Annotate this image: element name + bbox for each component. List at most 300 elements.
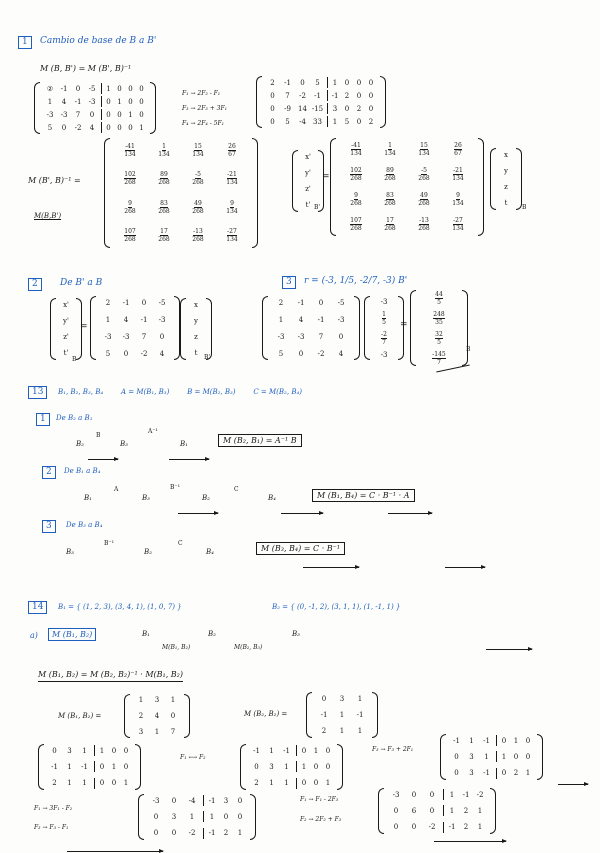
- matrix-cell: -3: [277, 332, 285, 341]
- matrix-cell: 1: [209, 812, 215, 821]
- matrix-cell: $\frac{9}{268}$: [124, 199, 136, 215]
- matrix-cell: -2: [428, 823, 436, 832]
- matrix-cell: t: [504, 199, 508, 207]
- arrow-label: A: [114, 486, 119, 493]
- sub: B': [314, 204, 321, 211]
- op: F₃ → F₃ + 2F₁: [372, 746, 414, 753]
- sec1-title: Cambio de base de B a B': [40, 36, 157, 46]
- base: B₃: [142, 494, 150, 502]
- matrix-cell: 0: [128, 97, 133, 106]
- sub: B: [522, 204, 527, 211]
- matrix-cell: 3: [67, 746, 72, 755]
- result-box-2: M (B₁, B₄) = C · B⁻¹ · A: [312, 489, 415, 502]
- matrix-cell: 0: [99, 779, 105, 788]
- matrix-cell: 1: [313, 746, 319, 755]
- matrix-cell: 0: [141, 298, 147, 307]
- augment-separator: [296, 778, 297, 789]
- matrix-cell: $\frac{83}{268}$: [158, 199, 170, 215]
- vec-primed: [292, 150, 324, 212]
- matrix-cell: 0: [123, 349, 129, 358]
- matrix-cell: -1: [314, 91, 321, 100]
- matrix-cell: $\frac{-5}{268}$: [418, 166, 430, 182]
- matrix-cell: -3: [122, 332, 130, 341]
- op: F₁ → 2F₂ - F₁: [182, 90, 221, 97]
- matrix-cell: 1: [154, 727, 160, 736]
- matrix-cell: -5: [158, 298, 166, 307]
- matrix-cell: 1: [47, 97, 53, 106]
- matrix-cell: -1: [453, 736, 460, 745]
- matrix-cell: 0: [171, 829, 177, 838]
- matrix-cell: 5: [285, 117, 290, 126]
- vec-xyzt: [490, 148, 522, 210]
- matrix-cell: $\frac{-41}{134}$: [124, 142, 136, 158]
- matrix-cell: 0: [393, 806, 399, 815]
- matrix-cell: 1: [82, 779, 87, 788]
- matrix-cell: 1: [139, 123, 144, 132]
- matrix-cell: 1: [117, 97, 122, 106]
- matrix-cell: 1: [67, 779, 72, 788]
- matrix-cell: 1: [278, 315, 284, 324]
- matrix-cell: -3: [392, 790, 400, 799]
- sec3-result: [410, 290, 471, 366]
- matrix-cell: 1: [484, 752, 489, 761]
- matrix-cell: x': [63, 301, 69, 309]
- matrix-cell: 1: [269, 779, 274, 788]
- matrix-cell: 4: [298, 315, 304, 324]
- matrix-cell: 1: [111, 762, 117, 771]
- matrix-cell: y': [305, 169, 311, 177]
- base: B₂: [208, 630, 216, 638]
- sec3-title: r = (-3, 1/5, -2/7, -3) B': [304, 276, 408, 286]
- base: B₂: [76, 440, 84, 448]
- matrix-cell: -4: [299, 117, 306, 126]
- matrix-cell: 3: [469, 752, 474, 761]
- matrix-cell: 0: [111, 779, 117, 788]
- matrix-cell: $\frac{102}{268}$: [350, 166, 362, 182]
- matrix-cell: 4: [89, 123, 95, 132]
- base: B₃: [120, 440, 128, 448]
- matrix-cell: $\frac{89}{268}$: [384, 166, 396, 182]
- matrix-cell: -1: [320, 710, 328, 719]
- matrix-cell: 0: [106, 110, 111, 119]
- matrix-cell: -1: [448, 823, 456, 832]
- augment-separator: [203, 828, 204, 839]
- matrix-cell: -1: [140, 315, 148, 324]
- matrix-cell: 1: [477, 806, 483, 815]
- matrix-cell: 1: [332, 78, 338, 87]
- matrix-cell: 0: [356, 91, 362, 100]
- matrix-cell: x': [305, 153, 311, 161]
- matrix-cell: 2: [270, 78, 275, 87]
- base: B₃: [292, 630, 300, 638]
- matrix-cell: 0: [393, 823, 399, 832]
- matrix-cell: $\frac{49}{268}$: [192, 199, 204, 215]
- matrix-cell: -1: [283, 746, 290, 755]
- matrix-cell: y: [504, 167, 508, 175]
- matrix-cell: 0: [139, 97, 144, 106]
- matrix-cell: z: [194, 333, 198, 341]
- matrix-cell: $\frac{107}{268}$: [350, 217, 362, 233]
- matrix-cell: 0: [128, 84, 133, 93]
- matrix-cell: 0: [111, 746, 117, 755]
- matrix-cell: 0: [52, 746, 57, 755]
- matrix-cell: 0: [139, 110, 144, 119]
- sec3-number: 3: [282, 276, 296, 289]
- arrow-label: B: [96, 432, 101, 439]
- matrix-cell: -2: [476, 790, 484, 799]
- matrix-cell: 0: [325, 762, 331, 771]
- matrix-cell: $\frac{107}{268}$: [124, 228, 136, 244]
- matrix-cell: 0: [368, 78, 374, 87]
- matrix-cell: 0: [525, 752, 531, 761]
- matrix-cell: 1: [449, 806, 455, 815]
- matrix-cell: z: [504, 183, 508, 191]
- matrix-cell: 3: [469, 769, 474, 778]
- sec13-sub1-number: 1: [36, 413, 50, 426]
- matrix-cell: z': [63, 333, 69, 341]
- matrix-cell: 1: [513, 736, 519, 745]
- equals: =: [400, 320, 408, 330]
- matrix-cell: 5: [47, 123, 53, 132]
- result-box-1: M (B₂, B₁) = A⁻¹ B: [218, 434, 302, 447]
- sec2-lhs: [50, 298, 82, 360]
- matrix-cell: -1: [317, 315, 325, 324]
- matrix-cell: 0: [454, 752, 459, 761]
- matrix-cell: $\frac{248}{35}$: [433, 310, 445, 326]
- m1-label: M (B₁, B₂) =: [58, 712, 102, 720]
- matrix-cell: 0: [513, 752, 519, 761]
- matrix-cell: $\frac{102}{268}$: [124, 171, 136, 187]
- matrix-cell: -1: [74, 97, 82, 106]
- matrix-cell: 3: [332, 104, 338, 113]
- matrix-cell: 0: [153, 812, 159, 821]
- arrow: [303, 567, 359, 568]
- sec1-number: 1: [18, 36, 32, 49]
- matrix-cell: 2: [138, 711, 144, 720]
- matrix-cell: -1: [297, 298, 305, 307]
- matrix-cell: $\frac{26}{67}$: [228, 142, 236, 158]
- matrix-cell: 0: [344, 104, 350, 113]
- base: B₁: [142, 630, 150, 638]
- rowred-1: [38, 744, 141, 790]
- matrix-cell: $\frac{1}{134}$: [158, 142, 170, 158]
- sec3-matrix: [262, 296, 360, 360]
- matrix-cell: -1: [122, 298, 130, 307]
- matrix-cell: -3: [104, 332, 112, 341]
- rowred-5: [378, 788, 496, 834]
- matrix-cell: 33: [313, 117, 322, 126]
- sec14-number: 14: [28, 601, 47, 614]
- sec13-sub3-number: 3: [42, 520, 56, 533]
- matrix-cell: 1: [99, 746, 105, 755]
- matrix-cell: 0: [123, 746, 129, 755]
- matrix-cell: -1: [462, 790, 470, 799]
- sub: B: [72, 356, 77, 363]
- arrow-label: M(B₂, B₃): [234, 644, 263, 651]
- matrix-cell: 7: [141, 332, 147, 341]
- matrix-cell: 3: [269, 762, 274, 771]
- matrix-cell: -2: [317, 349, 325, 358]
- augment-separator: [296, 745, 297, 756]
- augment-separator: [101, 96, 102, 107]
- matrix-cell: $\frac{-41}{134}$: [350, 141, 362, 157]
- sec13-sub2-number: 2: [42, 466, 56, 479]
- matrix-cell: 5: [105, 349, 111, 358]
- augment-separator: [496, 735, 497, 746]
- matrix-cell: 0: [454, 769, 459, 778]
- matrix-cell: -1: [208, 829, 216, 838]
- matrix-cell: 1: [332, 117, 338, 126]
- matrix-cell: 3: [138, 727, 144, 736]
- matrix-cell: -1: [356, 710, 364, 719]
- base: B₁: [180, 440, 188, 448]
- matrix-cell: 2: [513, 769, 519, 778]
- matrix-cell: 0: [237, 796, 243, 805]
- matrix-cell: 5: [278, 349, 284, 358]
- inverse-matrix-2: [330, 138, 484, 236]
- base: B₂: [202, 494, 210, 502]
- matrix-cell: 0: [313, 779, 319, 788]
- op: F₃ → 2F₃ + 3F₁: [182, 105, 228, 112]
- matrix-cell: 2: [321, 727, 327, 736]
- matrix-cell: $\frac{-2}{7}$: [381, 330, 387, 346]
- matrix-cell: -2: [188, 829, 196, 838]
- matrix-cell: 7: [170, 727, 176, 736]
- aug-matrix-2: [256, 76, 386, 128]
- arrow: [67, 851, 163, 852]
- matrix-cell: $\frac{15}{134}$: [418, 141, 430, 157]
- part-a-box: M (B₁, B₂): [48, 628, 96, 641]
- matrix-cell: -3: [158, 315, 166, 324]
- matrix-cell: $\frac{26}{67}$: [454, 141, 462, 157]
- matrix-cell: 0: [270, 91, 275, 100]
- matrix-cell: y: [194, 317, 198, 325]
- mbb-label: M(B,B'): [34, 212, 62, 220]
- matrix-cell: 4: [159, 349, 165, 358]
- matrix-cell: $\frac{-5}{268}$: [192, 171, 204, 187]
- arrow-label: M(B₁, B₂): [162, 644, 191, 651]
- matrix-cell: 7: [75, 110, 81, 119]
- m2-matrix: [306, 692, 378, 738]
- matrix-cell: 2: [278, 298, 284, 307]
- sec2-title: De B' a B: [60, 278, 103, 288]
- arrow: [281, 513, 323, 514]
- arrow: [88, 459, 118, 460]
- matrix-cell: $\frac{-13}{268}$: [192, 228, 204, 244]
- matrix-cell: 1: [237, 829, 243, 838]
- matrix-cell: $\frac{-13}{268}$: [418, 217, 430, 233]
- sec14-b1: B₁ = { (1, 2, 3), (3, 4, 1), (1, 0, 7) }: [58, 603, 182, 611]
- matrix-cell: 0: [368, 104, 374, 113]
- augment-separator: [203, 795, 204, 806]
- matrix-cell: 2: [254, 779, 259, 788]
- matrix-cell: 0: [501, 736, 507, 745]
- m2-label: M (B₂, B₂) =: [244, 710, 288, 718]
- matrix-cell: y': [63, 317, 69, 325]
- matrix-cell: 4: [154, 711, 160, 720]
- equals: =: [322, 172, 330, 182]
- matrix-cell: 0: [139, 84, 144, 93]
- matrix-cell: 0: [301, 779, 307, 788]
- matrix-cell: 0: [61, 123, 67, 132]
- matrix-cell: $\frac{17}{268}$: [158, 228, 170, 244]
- matrix-cell: $\frac{89}{268}$: [158, 171, 170, 187]
- matrix-cell: 0: [270, 104, 275, 113]
- sub: B: [466, 346, 471, 353]
- sec14-b2: B₂ = { (0, -1, 2), (3, 1, 1), (1, -1, 1) }: [272, 603, 401, 611]
- matrix-cell: $\frac{17}{268}$: [384, 217, 396, 233]
- augment-separator: [327, 90, 328, 101]
- augment-separator: [443, 805, 444, 816]
- arrow: [445, 567, 485, 568]
- matrix-cell: 0: [411, 823, 417, 832]
- augment-separator: [327, 103, 328, 114]
- sec13-sub1-title: De B₂ a B₁: [56, 414, 93, 422]
- sec13-line: B₁, B₂, B₃, B₄ A = M(B₁, B₃) B = M(B₂, B₃) C = M(B₂, B₄): [58, 388, 302, 396]
- matrix-cell: 0: [123, 762, 129, 771]
- matrix-cell: $\frac{-21}{134}$: [452, 166, 464, 182]
- matrix-cell: 0: [356, 117, 362, 126]
- base: B₁: [84, 494, 92, 502]
- matrix-cell: $\frac{32}{5}$: [435, 330, 443, 346]
- matrix-cell: 0: [321, 694, 327, 703]
- matrix-cell: 0: [429, 806, 435, 815]
- arrow: [388, 513, 432, 514]
- matrix-cell: $\frac{1}{134}$: [384, 141, 396, 157]
- matrix-cell: 1: [138, 696, 144, 705]
- matrix-cell: 0: [99, 762, 105, 771]
- matrix-cell: 0: [344, 78, 350, 87]
- matrix-cell: -2: [299, 91, 306, 100]
- augment-separator: [327, 116, 328, 127]
- base: B₄: [268, 494, 276, 502]
- matrix-cell: 0: [117, 123, 122, 132]
- matrix-cell: -3: [60, 110, 68, 119]
- aug-matrix-1: [34, 82, 156, 134]
- matrix-cell: t': [63, 349, 69, 357]
- matrix-cell: 2: [52, 779, 57, 788]
- matrix-cell: 3: [223, 796, 229, 805]
- ops-1: [182, 86, 227, 131]
- matrix-cell: -1: [483, 769, 490, 778]
- base: B₂: [144, 548, 152, 556]
- matrix-cell: 1: [269, 746, 274, 755]
- matrix-cell: -1: [208, 796, 216, 805]
- matrix-cell: 0: [411, 790, 417, 799]
- matrix-cell: 1: [525, 769, 531, 778]
- augment-separator: [94, 778, 95, 789]
- matrix-cell: 0: [301, 746, 307, 755]
- rowred-3: [440, 734, 543, 780]
- matrix-cell: 0: [318, 298, 324, 307]
- augment-separator: [203, 811, 204, 822]
- arrow: [169, 459, 209, 460]
- matrix-cell: t': [305, 201, 311, 209]
- augment-separator: [496, 768, 497, 779]
- matrix-cell: 3: [171, 812, 177, 821]
- matrix-cell: 0: [356, 78, 362, 87]
- sec13-number: 13: [28, 386, 47, 399]
- matrix-cell: 1: [469, 736, 474, 745]
- matrix-cell: -5: [337, 298, 345, 307]
- matrix-cell: x: [194, 301, 198, 309]
- augment-separator: [443, 789, 444, 800]
- matrix-cell: 7: [318, 332, 324, 341]
- matrix-cell: $\frac{-27}{134}$: [226, 228, 238, 244]
- matrix-cell: t: [194, 349, 198, 357]
- matrix-cell: 1: [170, 696, 176, 705]
- matrix-cell: -3: [152, 796, 160, 805]
- matrix-cell: 2: [344, 91, 350, 100]
- matrix-cell: 7: [285, 91, 290, 100]
- augment-separator: [443, 822, 444, 833]
- inverse-matrix: [104, 138, 258, 248]
- matrix-cell: 0: [106, 123, 111, 132]
- matrix-cell: 0: [89, 110, 95, 119]
- matrix-cell: 5: [344, 117, 350, 126]
- matrix-cell: 0: [237, 812, 243, 821]
- matrix-cell: 14: [298, 104, 307, 113]
- matrix-cell: -15: [311, 104, 324, 113]
- matrix-cell: -2: [140, 349, 148, 358]
- matrix-cell: $\frac{-27}{134}$: [452, 217, 464, 233]
- matrix-cell: $\frac{49}{268}$: [418, 192, 430, 208]
- equals: =: [80, 322, 88, 332]
- matrix-cell: 1: [501, 752, 507, 761]
- matrix-cell: 0: [298, 349, 304, 358]
- op: F₄ → 2F₄ - 5F₁: [182, 120, 225, 127]
- arrow: [178, 513, 218, 514]
- matrix-cell: 6: [411, 806, 417, 815]
- op: F₂ → 2F₂ + F₃: [300, 816, 342, 823]
- sec13-sub2-title: De B₁ a B₄: [64, 467, 101, 475]
- arrow-label: C: [178, 540, 183, 547]
- matrix-cell: -1: [81, 762, 88, 771]
- matrix-cell: 0: [223, 812, 229, 821]
- matrix-cell: 0: [368, 91, 374, 100]
- matrix-cell: 0: [128, 123, 133, 132]
- matrix-cell: 1: [357, 727, 363, 736]
- sec2-number: 2: [28, 278, 42, 291]
- matrix-cell: $\frac{9}{268}$: [350, 192, 362, 208]
- base: B₃: [66, 548, 74, 556]
- matrix-cell: $\frac{44}{5}$: [435, 290, 443, 306]
- matrix-cell: $\frac{-21}{134}$: [226, 171, 238, 187]
- arrow-label: B⁻¹: [170, 484, 180, 491]
- matrix-cell: -3: [380, 297, 388, 306]
- matrix-cell: 0: [159, 332, 165, 341]
- matrix-cell: $\frac{15}{134}$: [192, 142, 204, 158]
- arrow: [434, 841, 506, 842]
- matrix-cell: 4: [123, 315, 129, 324]
- matrix-cell: -1: [284, 78, 291, 87]
- matrix-cell: 2: [368, 117, 374, 126]
- matrix-cell: 1: [339, 727, 345, 736]
- matrix-cell: 0: [153, 829, 159, 838]
- matrix-cell: 1: [128, 110, 133, 119]
- matrix-cell: 1: [189, 812, 195, 821]
- sec14-eq: M (B₁, B₂) = M (B₂, B₂)⁻¹ · M(B₁, B₂): [38, 670, 183, 682]
- op: F₁ → 3F₁ - F₂: [34, 805, 73, 812]
- arrow: [486, 649, 532, 650]
- augment-separator: [101, 109, 102, 120]
- matrix-cell: -3: [88, 97, 96, 106]
- matrix-cell: $\frac{1}{5}$: [382, 310, 386, 326]
- matrix-cell: 0: [75, 84, 81, 93]
- sec1-eq: M (B, B') = M (B', B)⁻¹: [40, 64, 132, 73]
- matrix-cell: 1: [339, 710, 345, 719]
- matrix-cell: 1: [284, 762, 289, 771]
